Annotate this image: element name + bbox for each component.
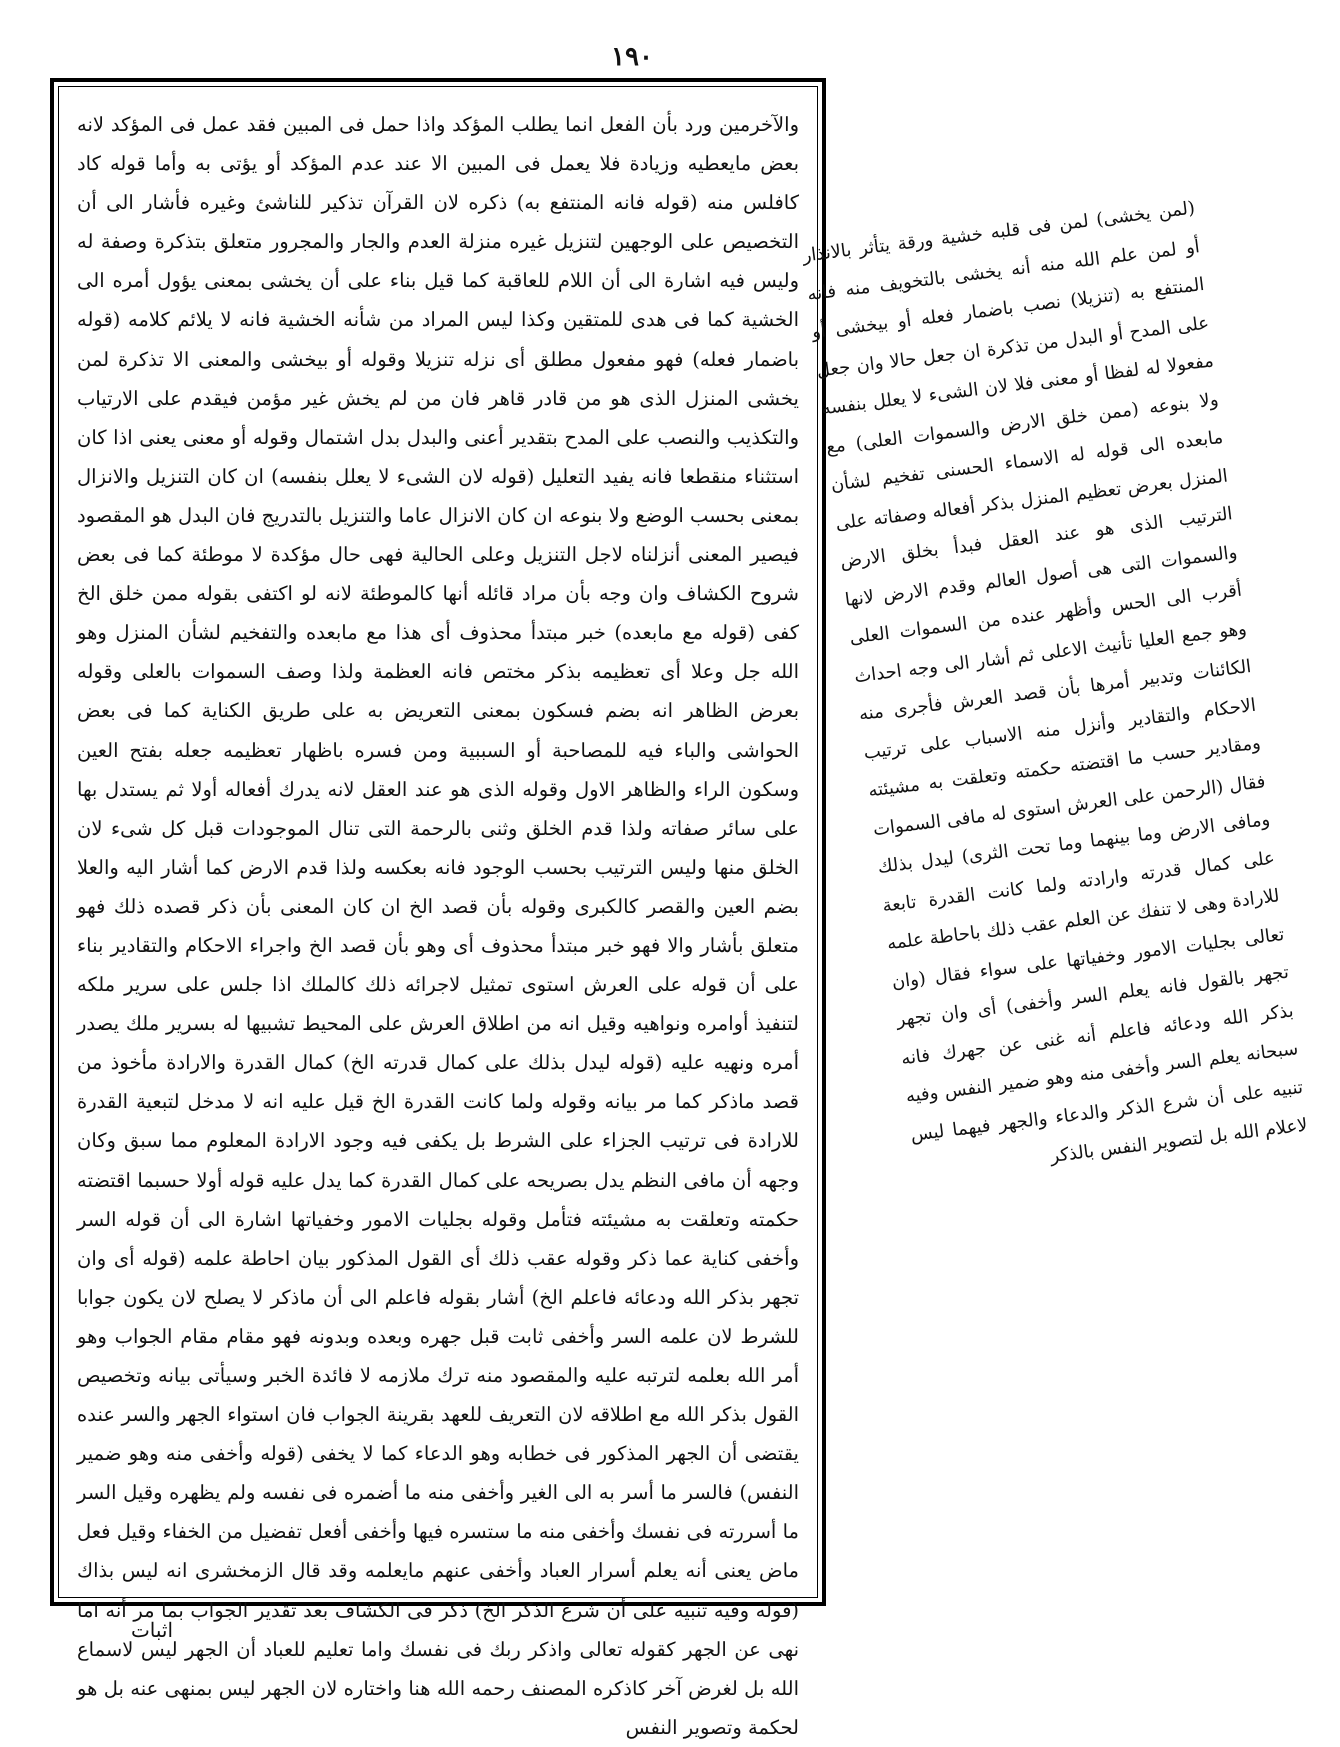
main-commentary-text: والآخرمين ورد بأن الفعل انما يطلب المؤكد واذا حمل فى المبين فقد عمل فى المؤكد لانه بعض مايعطيه وزيادة فلا يعمل فى المبين الا عند عدم المؤكد أو يؤتى به وأما قوله كاد كافلس منه (قوله فانه المنتفع به) ذكره لان القرآن تذكير للناشئ وغيره فأشار الى أن التخصيص على الوجهين لتنزيل غيره منزلة العدم والجار والمجرور متعلق بتذكرة وصفة له وليس فيه اشارة الى أن اللام للعاقبة كما قيل بناء على أن يخشى بمعنى يؤول أمره الى الخشية كما فى هدى للمتقين وكذا ليس المراد من شأنه الخشية فانه لا يلائم كلامه (قوله باضمار فعله) فهو مفعول مطلق أى نزله تنزيلا وقوله أو بيخشى والمعنى الا تذكرة لمن يخشى المنزل الذى هو من قادر قاهر فان من لم يخش غير مؤمن فيقدم على الارتياب والتكذيب والنصب على المدح بتقدير أعنى والبدل بدل اشتمال وقوله أو معنى يعنى اذا كان استثناء منقطعا فانه يفيد التعليل (قوله لان الشىء لا يعلل بنفسه) ان كان التنزيل والانزال بمعنى بحسب الوضع ولا بنوعه ان كان الانزال عاما والتنزيل بالتدريج فان البدل هو المقصود فيصير المعنى أنزلناه لاجل التنزيل وعلى الحالية فهى حال مؤكدة لا موطئة كما فى بعض شروح الكشاف وان وجه بأن مراد قائله أنها كالموطئة لانه لو اكتفى بقوله ممن خلق الخ كفى (قوله مع مابعده) خبر مبتدأ محذوف أى هذا مع مابعده والتفخيم لشأن المنزل وهو الله جل وعلا أى تعظيمه بذكر مختص فانه العظمة ولذا وصف السموات بالعلى وقوله بعرض الظاهر انه بضم فسكون بمعنى التعريض به على طريق الكناية كما فى بعض الحواشى والباء فيه للمصاحبة أو السببية ومن فسره باظهار تعظيمه جعله بفتح العين وسكون الراء والظاهر الاول وقوله الذى هو عند العقل لانه يدرك أفعاله أولا ثم يستدل بها على سائر صفاته ولذا قدم الخلق وثنى بالرحمة التى تنال الموجودات قبل كل شىء لان الخلق منها وليس الترتيب بحسب الوجود فانه بعكسه ولذا قدم الارض كما أشار اليه والعلا بضم العين والقصر كالكبرى وقوله بأن قصد الخ ان كان المعنى بأن ذكر قصده ذلك فهو متعلق بأشار والا فهو خبر مبتدأ محذوف أى وهو بأن قصد الخ واجراء الاحكام والتقادير بناء على أن قوله على العرش استوى تمثيل لاجرائه ذلك كالملك اذا جلس على سرير ملكه لتنفيذ أوامره ونواهيه وقيل انه من اطلاق العرش على المحيط تشبيها له بسرير ملك يصدر أمره ونهيه عليه (قوله ليدل بذلك على كمال قدرته الخ) كمال القدرة والارادة مأخوذ من قصد ماذكر كما مر بيانه وقوله ولما كانت القدرة الخ قيل عليه انه لا مدخل لتبعية القدرة للارادة فى ترتيب الجزاء على الشرط بل يكفى فيه وجود الارادة المعلوم مما سبق وكان وجهه أن مافى النظم يدل بصريحه على كمال القدرة كما يدل عليه قوله أولا حسبما اقتضته حكمته وتعلقت به مشيئته فتأمل وقوله بجليات الامور وخفياتها اشارة الى أن قوله السر وأخفى كناية عما ذكر وقوله عقب ذلك أى القول المذكور بيان احاطة علمه (قوله أى وان تجهر بذكر الله ودعائه فاعلم الخ) أشار بقوله فاعلم الى أن ماذكر لا يصلح لان يكون جوابا للشرط لان علمه السر وأخفى ثابت قبل جهره وبعده وبدونه فهو مقام مقام الجواب وهو أمر الله بعلمه لترتبه عليه والمقصود منه ترك ملازمه لا فائدة الخبر وسيأتى بيانه وتخصيص القول بذكر الله مع اطلاقه لان التعريف للعهد بقرينة الجواب فان استواء الجهر والسر عنده يقتضى أن الجهر المذكور فى خطابه وهو الدعاء كما لا يخفى (قوله وأخفى منه وهو ضمير النفس) فالسر ما أسر به الى الغير وأخفى منه ما أضمره فى نفسه ولم يظهره وقيل السر ما أسررته فى نفسك وأخفى منه ما ستسره فيها وأخفى أفعل تفضيل من الخفاء وقيل فعل ماض يعنى أنه يعلم أسرار العباد وأخفى عنهم مايعلمه وقد قال الزمخشرى انه ليس بذاك (قوله وفيه تنبيه على أن شرع الذكر الخ) ذكر فى الكشاف بعد تقدير الجواب بما مر أنه اما نهى عن الجهر كقوله تعالى واذكر ربك فى نفسك واما تعليم للعباد أن الجهر ليس لاسماع الله بل لغرض آخر كاذكره المصنف رحمه الله هنا واختاره لان الجهر ليس بمنهى عنه بل هو لحكمة وتصوير النفس — [77, 113, 799, 1739]
catchword: اثبات — [130, 1618, 174, 1642]
margin-commentary-text: (لمن يخشى) لمن فى قلبه خشية ورقة يتأثر بالانذار أو لمن علم الله منه أنه يخشى بالتخويف منه فانه المنتفع به (تنزيلا) نصب باضمار فعله أو بيخشى أو على المدح أو البدل من تذكرة ان جعل حالا وان جعل مفعولا له لفظا أو معنى فلا لان الشىء لا يعلل بنفسه ولا بنوعه (ممن خلق الارض والسموات العلى) مع مابعده الى قوله له الاسماء الحسنى تفخيم لشأن المنزل بعرض تعظيم المنزل بذكر أفعاله وصفاته على الترتيب الذى هو عند العقل فبدأ بخلق الارض والسموات التى هى أصول العالم وقدم الارض لانها أقرب الى الحس وأظهر عنده من السموات العلى وهو جمع العليا تأنيث الاعلى ثم أشار الى وجه احداث الكائنات وتدبير أمرها بأن قصد العرش فأجرى منه الاحكام والتقادير وأنزل منه الاسباب على ترتيب ومقادير حسب ما اقتضته حكمته وتعلقت به مشيئته فقال (الرحمن على العرش استوى له مافى السموات ومافى الارض وما بينهما وما تحت الثرى) ليدل بذلك على كمال قدرته وارادته ولما كانت القدرة تابعة للارادة وهى لا تنفك عن العلم عقب ذلك باحاطة علمه تعالى بجليات الامور وخفياتها على سواء فقال (وان تجهر بالقول فانه يعلم السر وأخفى) أى وان تجهر بذكر الله ودعائه فاعلم أنه غنى عن جهرك فانه سبحانه يعلم السر وأخفى منه وهو ضمير النفس وفيه تنبيه على أن شرع الذكر والدعاء والجهر فيهما ليس لاعلام الله بل لتصوير النفس بالذكر — [801, 197, 1309, 1167]
margin-note — [800, 190, 1340, 1439]
page-number: ١٩٠ — [611, 42, 653, 72]
